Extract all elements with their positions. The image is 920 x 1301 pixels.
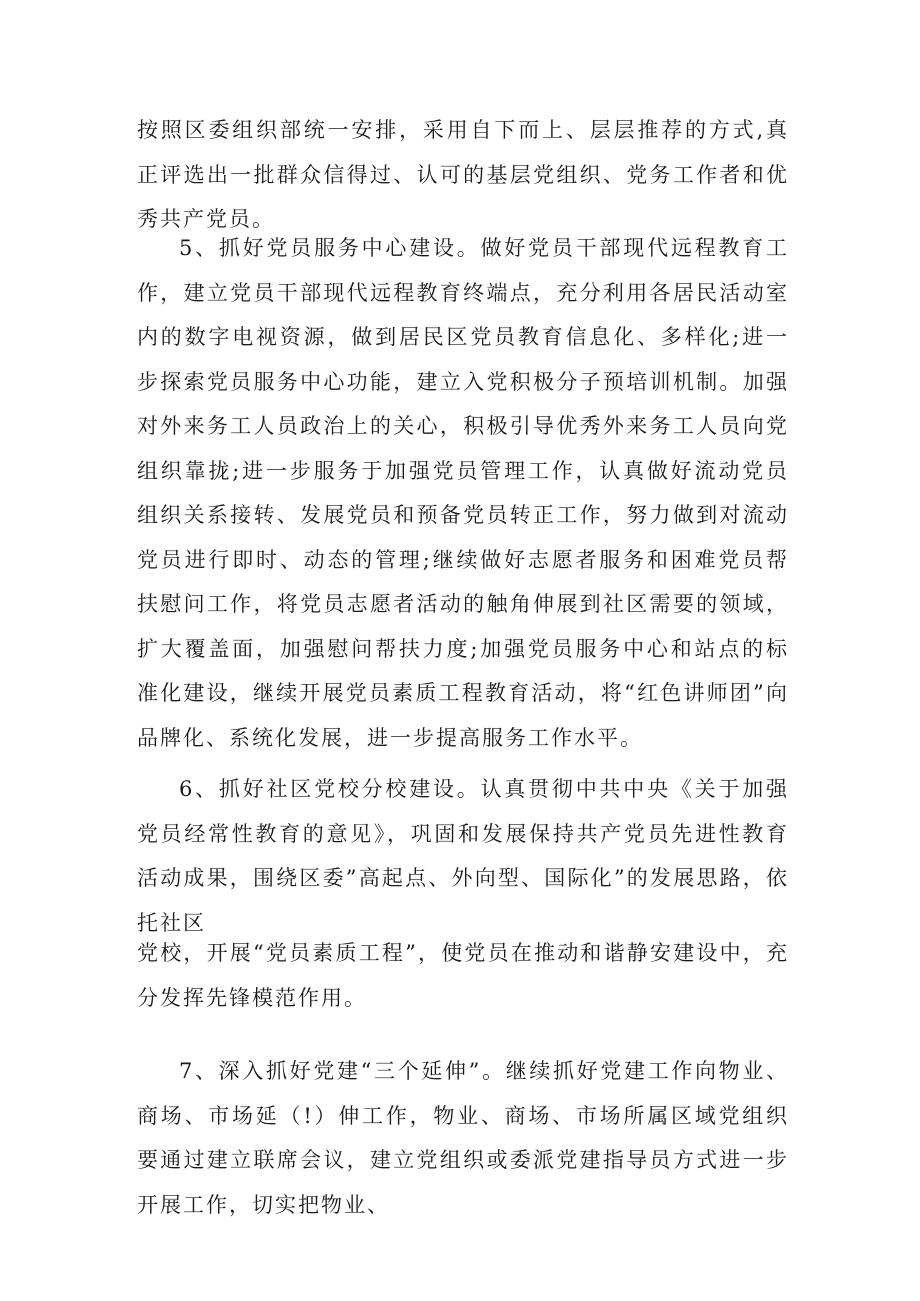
paragraph-item-7: 7、深入抓好党建“三个延伸”。继续抓好党建工作向物业、商场、市场延（!）伸工作，物业、商场、市场所属区域党组织要通过建立联席会议，建立党组织或委派党建指导员方式进一步开展工作，切实把物业、	[137, 1059, 789, 1217]
paragraph-item-6-continuation: 党校，开展“党员素质工程”，使党员在推动和谐静安建设中，充分发挥先锋模范作用。	[137, 941, 789, 1010]
paragraph-continuation: 按照区委组织部统一安排，采用自下而上、层层推荐的方式,真正评选出一批群众信得过、认可的基层党组织、党务工作者和优秀共产党员。	[137, 118, 789, 231]
paragraph-item-6: 6、抓好社区党校分校建设。认真贯彻中共中央《关于加强党员经常性教育的意见》，巩固和发展保持共产党员先进性教育活动成果，围绕区委”高起点、外向型、国际化”的发展思路，依托社区	[137, 777, 789, 935]
paragraph-item-5: 5、抓好党员服务中心建设。做好党员干部现代远程教育工作，建立党员干部现代远程教育终端点，充分利用各居民活动室内的数字电视资源，做到居民区党员教育信息化、多样化;进一步探索党员服务中心功能，建立入党积极分子预培训机制。加强对外来务工人员政治上的关心，积极引导优秀外来务工人员向党组织靠拢;进一步服务于加强党员管理工作，认真做好流动党员组织关系接转、发展党员和预备党员转正工作，努力做到对流动党员进行即时、动态的管理;继续做好志愿者服务和困难党员帮扶慰问工作，将党员志愿者活动的触角伸展到社区需要的领域，扩大覆盖面，加强慰问帮扶力度;加强党员服务中心和站点的标准化建设，继续开展党员素质工程教育活动，将“红色讲师团”向品牌化、系统化发展，进一步提高服务工作水平。	[137, 236, 789, 750]
